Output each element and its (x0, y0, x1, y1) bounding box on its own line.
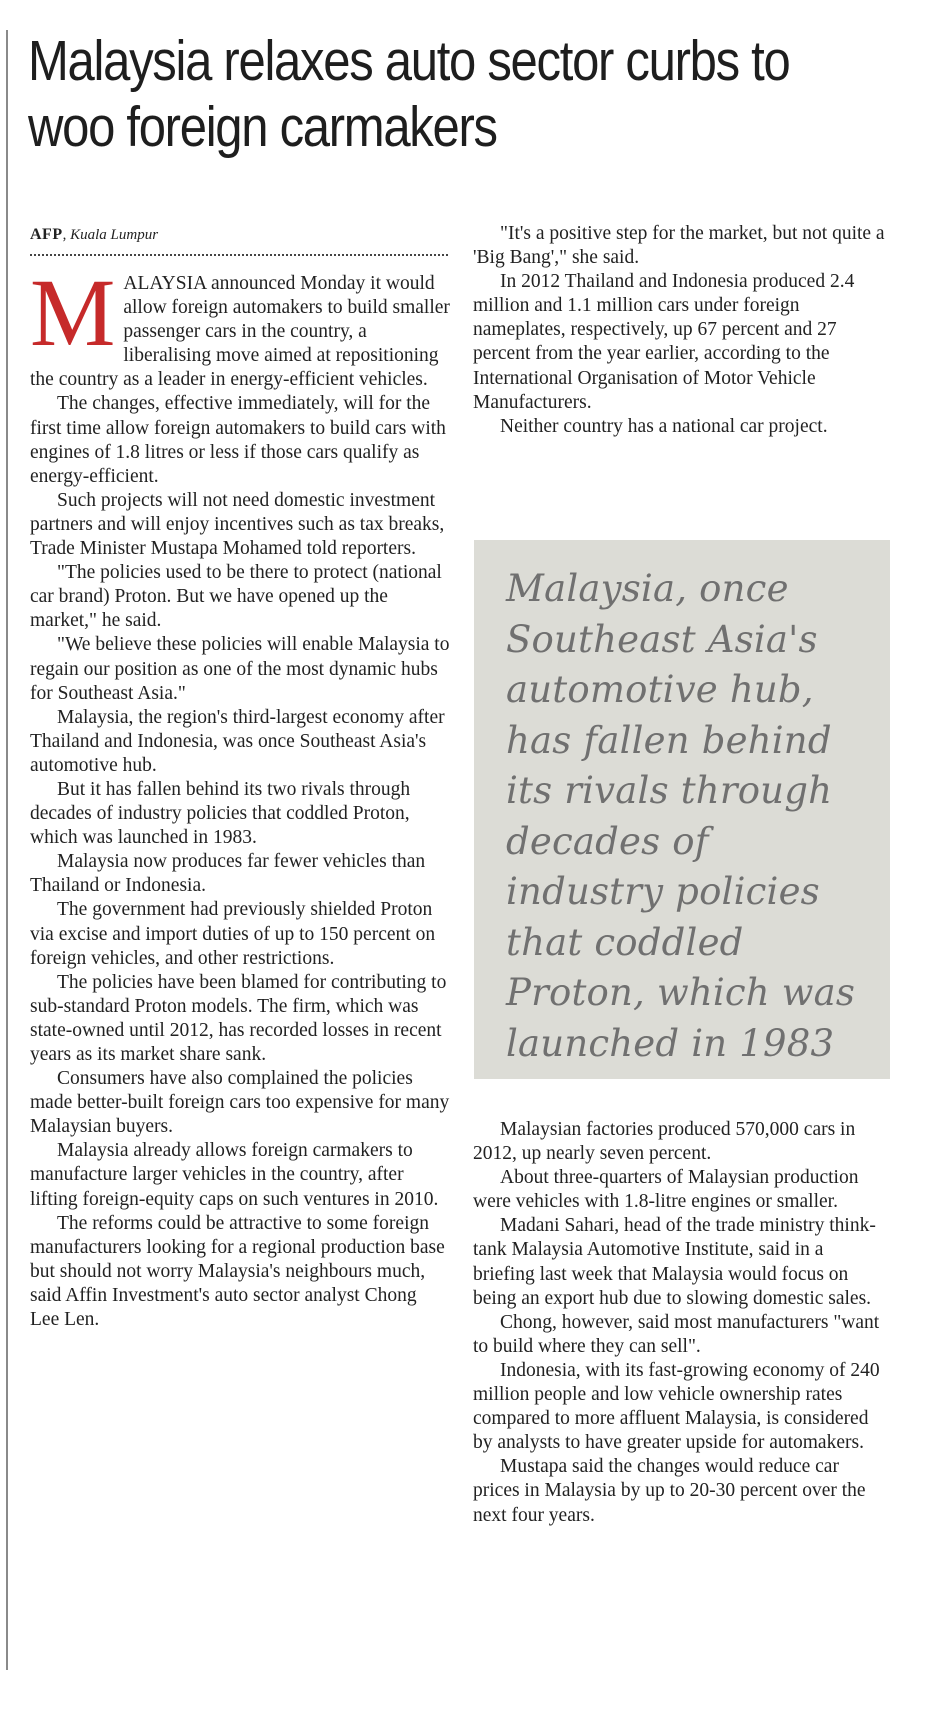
paragraph: But it has fallen behind its two rivals through decades of industry policies that coddled Proton, which was launched in 1983. (30, 778, 411, 849)
paragraph: "It's a positive step for the market, but not quite a 'Big Bang'," she said. (473, 223, 885, 269)
paragraph: The reforms could be attractive to some foreign manufacturers looking for a regional production base but should not worry Malaysia's neighbours much, said Affin Investment's auto sector analyst Chong Lee Len. (30, 1212, 445, 1331)
paragraph: Malaysian factories produced 570,000 cars in 2012, up nearly seven percent. (473, 1119, 856, 1165)
right-column-bottom (473, 1118, 889, 1528)
paragraph: Chong, however, said most manufacturers "want to build where they can sell". (473, 1311, 880, 1357)
paragraph: About three-quarters of Malaysian production were vehicles with 1.8-litre engines or smaller. (473, 1167, 859, 1213)
drop-cap: M (30, 259, 116, 366)
paragraph: Malaysia now produces far fewer vehicles than Thailand or Indonesia. (30, 851, 426, 897)
pull-quote (474, 540, 890, 1079)
paragraph: The policies have been blamed for contributing to sub-standard Proton models. The firm, which was state-owned until 2012, has recorded losses in recent years as its market share sank. (30, 971, 447, 1065)
paragraph: Such projects will not need domestic investment partners and will enjoy incentives such as tax breaks, Trade Minister Mustapa Mohamed told reporters. (30, 489, 445, 560)
left-column-rule (6, 30, 8, 1670)
paragraph: Madani Sahari, head of the trade ministry think-tank Malaysia Automotive Institute, said in a briefing last week that Malaysia would focus on being an export hub due to slowing domestic sales. (473, 1215, 876, 1309)
paragraph: "We believe these policies will enable Malaysia to regain our position as one of the most dynamic hubs for Southeast Asia." (30, 634, 450, 704)
right-column-top (473, 222, 889, 439)
headline: Malaysia relaxes auto sector curbs to woo foreign carmakers (28, 29, 790, 159)
byline-agency: AFP (30, 226, 63, 243)
paragraph: Malaysia, the region's third-largest economy after Thailand and Indonesia, was once Southeast Asia's automotive hub. (30, 706, 445, 776)
pull-quote-text: Malaysia, once Southeast Asia's automotive hub, has fallen behind its rivals through decades of industry policies that coddled Proton, which was launched in 1983 (506, 567, 856, 1065)
paragraph: Malaysia already allows foreign carmakers to manufacture larger vehicles in the country, after lifting foreign-equity caps on such ventures in 2010. (30, 1140, 439, 1210)
byline (30, 226, 158, 244)
left-column (30, 259, 450, 1332)
paragraph: In 2012 Thailand and Indonesia produced 2.4 million and 1.1 million cars under foreign nameplates, respectively, up 67 percent and 27 percent from the year earlier, according to the International Organisation of Motor Vehicle Manufacturers. (473, 271, 855, 413)
byline-separator: , (62, 227, 71, 243)
paragraph: The changes, effective immediately, will for the first time allow foreign automakers to build cars with engines of 1.8 litres or less if those cars qualify as energy-efficient. (30, 393, 446, 487)
paragraph: Neither country has a national car project. (500, 415, 828, 437)
paragraph: "The policies used to be there to protect (national car brand) Proton. But we have opened up the market," he said. (30, 562, 442, 632)
paragraph: Mustapa said the changes would reduce car prices in Malaysia by up to 20-30 percent over the next four years. (473, 1456, 866, 1526)
paragraph: The government had previously shielded Proton via excise and import duties of up to 150 percent on foreign vehicles, and other restrictions. (30, 899, 436, 969)
paragraph: Indonesia, with its fast-growing economy of 240 million people and low vehicle ownership rates compared to more affluent Malaysia, is considered by analysts to have greater upside for automakers. (473, 1359, 880, 1454)
dotted-divider (30, 254, 448, 256)
paragraph: Consumers have also complained the policies made better-built foreign cars too expensive for many Malaysian buyers. (30, 1068, 450, 1138)
byline-location: Kuala Lumpur (70, 227, 159, 243)
paragraph: ALAYSIA announced Monday it would allow foreign automakers to build smaller passenger cars in the country, a liberalising move aimed at repositioning the country as a leader in energy-efficient vehicles. (30, 273, 450, 391)
